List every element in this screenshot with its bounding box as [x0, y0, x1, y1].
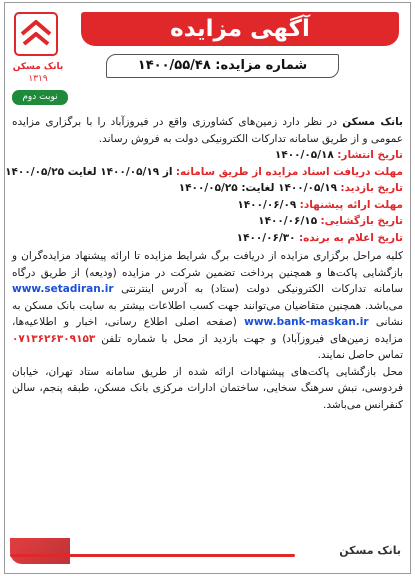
ad-header — [6, 4, 409, 104]
date-value: ۱۴۰۰/۰۶/۱۵ — [258, 215, 318, 227]
auction-number: شماره مزایده: ۱۴۰۰/۵۵/۴۸ — [106, 54, 339, 78]
bank-maskan-logo-icon — [14, 12, 58, 56]
date-row — [12, 197, 403, 214]
date-value: ۱۴۰۰/۰۶/۰۹ — [237, 198, 297, 211]
date-label: تاریخ انتشار: — [337, 149, 403, 161]
logo-year: ۱۳۱۹ — [28, 74, 48, 84]
body-text: کلیه مراحل برگزاری مزایده از دریافت برگ شرایط مزایده تا ارائه پیشنهاد مزایده‌گران و بازگشایی پاکت‌ها و همچنین پرداخت تضمین شرکت در مزایده (ودیعه) از طریق درگاه سامانه تدارکات الکترونیکی دولت (ستاد) به آدرس اینترنتی — [12, 250, 403, 295]
date-row — [12, 147, 403, 164]
date-row — [12, 180, 403, 197]
date-row — [12, 230, 403, 247]
date-label: تاریخ بازگشایی: — [320, 215, 403, 227]
date-value: ۱۴۰۰/۰۵/۱۹ لغایت: ۱۴۰۰/۰۵/۲۵ — [178, 182, 338, 194]
date-row — [5, 164, 403, 181]
intro-text: در نظر دارد زمین‌های کشاورزی واقع در فیروزآباد را با برگزاری مزایده عمومی و از طریق سامانه تدارکات الکترونیکی دولت به فروش رساند. — [12, 116, 403, 145]
setadiran-link[interactable]: www.setadiran.ir — [12, 283, 114, 295]
date-label: مهلت ارائه پیشنهاد: — [299, 198, 403, 211]
body-text: محل بازگشایی پاکت‌های پیشنهادات ارائه شده از طریق سامانه ستاد تهران، خیابان فردوسی، نبش سرهنگ سخایی، ساختمان ادارات مرکزی بانک مسکن، طبقه پنجم، سالن کنفرانس می‌باشد. — [12, 365, 403, 411]
ad-title: آگهی مزایده — [81, 12, 399, 46]
date-value: ۱۴۰۰/۰۶/۳۰ — [236, 231, 296, 244]
date-value: از ۱۴۰۰/۰۵/۱۹ لغایت ۱۴۰۰/۰۵/۲۵ — [5, 165, 173, 178]
body-text: می‌باشد. همچنین متقاضیان می‌توانند جهت کسب اطلاعات بیشتر به سایت بانک مسکن به نشانی — [12, 299, 404, 328]
body-paragraph-1 — [12, 248, 403, 364]
footer-bank-name: بانک مسکن — [339, 544, 401, 557]
ad-content — [5, 114, 404, 413]
date-label: تاریخ بازدید: — [340, 182, 403, 194]
bank-maskan-link[interactable]: www.bank-maskan.ir — [244, 316, 369, 328]
body-text: تماس حاصل نمایند. — [317, 349, 403, 361]
nobat-badge: نوبت دوم — [12, 90, 68, 105]
footer-divider — [10, 554, 295, 557]
ad-footer — [10, 542, 405, 568]
logo-caption: بانک مسکن — [12, 62, 64, 72]
date-value: ۱۴۰۰/۰۵/۱۸ — [274, 149, 334, 161]
date-row — [12, 213, 403, 230]
date-label: مهلت دریافت اسناد مزایده از طریق سامانه: — [175, 165, 403, 178]
footer-corner-decoration — [10, 538, 70, 564]
phone-number: ۰۷۱۳۶۲۶۳۰۹۱۵۳ — [12, 332, 96, 345]
body-paragraph-2 — [12, 364, 403, 414]
body-text: (صفحه اصلی اطلاع رسانی، اخبار و اطلاعیه‌ها، مزایده زمین‌های فیروزآباد) و جهت بازدید از محل با شماره تلفن — [12, 316, 403, 345]
date-label: تاریخ اعلام به برنده: — [298, 231, 403, 244]
intro-paragraph — [12, 114, 403, 147]
intro-bank-name: بانک مسکن — [342, 116, 403, 128]
